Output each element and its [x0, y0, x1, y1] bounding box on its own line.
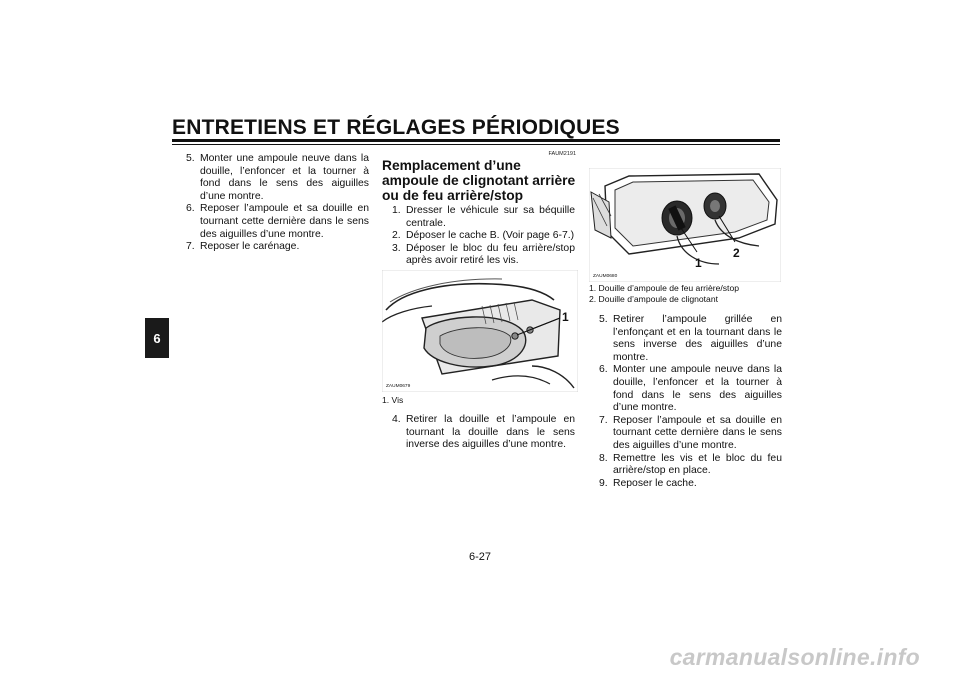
step-text: Déposer le cache B. (Voir page 6-7.) — [406, 230, 575, 242]
step-text: Reposer le carénage. — [200, 241, 300, 253]
step-text: Retirer la douille et l’ampoule en tournant la douille dans le sens inverse des aiguilles d’une montre. — [406, 414, 575, 451]
header-rule-thick — [172, 139, 780, 142]
step-item — [599, 453, 782, 478]
step-number: 7. — [599, 414, 608, 426]
step-text: Reposer l’ampoule et sa douille en tournant cette dernière dans le sens des aiguilles d’une montre. — [613, 414, 782, 451]
step-text: Remettre les vis et le bloc du feu arrière/stop en place. — [613, 452, 782, 477]
figure-image-code: ZAUM0679 — [386, 384, 411, 389]
figure-callout-2: 2 — [733, 246, 740, 260]
figure-caption: 1. Vis — [382, 395, 404, 405]
figure-callout: 1 — [562, 310, 569, 324]
step-text: Monter une ampoule neuve dans la douille, l’enfoncer et la tourner à fond dans le sens des aiguilles d’une montre. — [200, 153, 369, 202]
page-title: ENTRETIENS ET RÉGLAGES PÉRIODIQUES — [172, 116, 620, 139]
step-text: Déposer le bloc du feu arrière/stop après avoir retiré les vis. — [406, 242, 575, 267]
left-column — [186, 153, 369, 254]
step-item — [599, 415, 782, 453]
section-heading: Remplacement d’une ampoule de clignotant arrière ou de feu arrière/stop — [382, 158, 576, 203]
figure-screws — [382, 270, 578, 392]
step-item — [186, 153, 369, 203]
figure-sockets — [589, 168, 781, 282]
figure-image-code: ZAUM0680 — [593, 274, 618, 279]
taillight-illustration — [382, 270, 578, 392]
step-number: 5. — [186, 153, 195, 164]
middle-steps-a — [392, 205, 575, 268]
figure-caption-item: 2. Douille d’ampoule de clignotant — [589, 294, 718, 304]
right-steps — [599, 314, 782, 490]
page-number: 6-27 — [468, 551, 492, 563]
step-number: 1. — [392, 205, 401, 216]
header-rule-thin — [172, 144, 780, 145]
step-text: Retirer l’ampoule grillée en l’enfonçant et en la tournant dans le sens inverse des aiguilles d’une montre. — [613, 314, 782, 363]
step-number: 7. — [186, 241, 195, 253]
step-item — [392, 205, 575, 230]
step-number: 4. — [392, 414, 401, 425]
section-code: FAUM2191 — [548, 151, 576, 157]
step-number: 2. — [392, 230, 401, 242]
chapter-tab-label: 6 — [153, 330, 161, 346]
socket-illustration — [589, 168, 781, 282]
middle-steps-b — [392, 414, 575, 452]
chapter-tab — [145, 318, 169, 358]
step-item — [392, 243, 575, 268]
step-number: 9. — [599, 477, 608, 489]
figure-callout-1: 1 — [695, 256, 702, 270]
step-item — [599, 478, 782, 491]
step-number: 6. — [186, 203, 195, 215]
step-item — [186, 241, 369, 254]
step-number: 5. — [599, 314, 608, 325]
step-text: Reposer l’ampoule et sa douille en tournant cette dernière dans le sens des aiguilles d’une montre. — [200, 203, 369, 240]
step-number: 3. — [392, 242, 401, 254]
step-item — [599, 364, 782, 414]
figure-caption-item: 1. Douille d’ampoule de feu arrière/stop — [589, 283, 740, 293]
step-item — [186, 203, 369, 241]
step-item — [392, 230, 575, 243]
figure-captions — [589, 283, 781, 305]
step-text: Reposer le cache. — [613, 477, 697, 489]
step-text: Monter une ampoule neuve dans la douille, l’enfoncer et la tourner à fond dans le sens des aiguilles d’une montre. — [613, 364, 782, 414]
step-number: 8. — [599, 452, 608, 464]
watermark: carmanualsonline.info — [669, 644, 920, 670]
step-text: Dresser le véhicule sur sa béquille centrale. — [406, 205, 575, 229]
step-item — [392, 414, 575, 452]
step-number: 6. — [599, 364, 608, 376]
step-item — [599, 314, 782, 364]
